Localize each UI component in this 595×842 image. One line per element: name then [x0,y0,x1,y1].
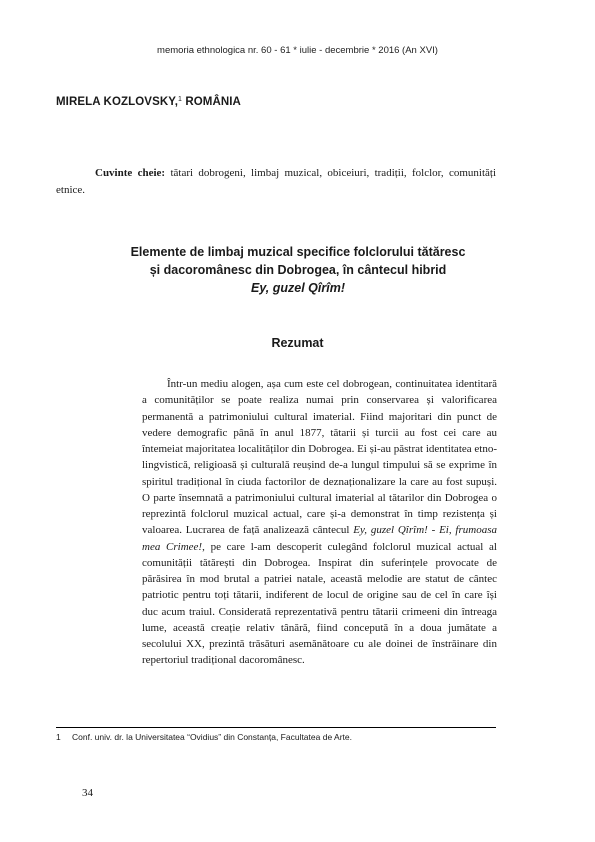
footnote-marker: 1 [56,732,61,742]
abstract-heading: Rezumat [271,336,324,350]
song-title: Ey, guzel Qîrîm! - Ei, frumoasa mea Crimee! [142,524,497,553]
author-country: ROMÂNIA [182,96,241,108]
footnote-text: Conf. univ. dr. la Universitatea “Ovidius” din Constanța, Facultatea de Arte. [72,732,353,742]
abstract-text [142,376,497,669]
article-title [56,243,540,297]
keywords-label: Cuvinte cheie: [95,167,166,179]
footnote [56,732,352,742]
author-line [56,96,241,108]
author-name: MIRELA KOZLOVSKY, [56,96,179,108]
keywords-text: tătari dobrogeni, limbaj muzical, obiceiuri, tradiții, folclor, comunități etnice. [56,167,497,196]
abstract-part-1: Într-un mediu alogen, așa cum este cel dobrogean, continuitatea identitară a comunităților se poate realiza numai prin conservarea și valorificarea permanentă a patrimoniului cultural imaterial. Fiind majoritari din punct de vedere demografic până în anul 1877, tătarii și turcii au fost cei care au întemeiat majoritatea localităților din Dobrogea. Ei și-au păstrat identitatea etno-lingvistică, religioasă și culturală reușind de-a lungul timpului să se exprime în spiritul tradițional în ciuda factorilor de deznaționalizare la care au fost supuși. O parte însemnată a patrimoniului cultural imaterial al tătarilor din Dobrogea o reprezintă folclorul muzical actual, care și-a demonstrat în timp rezistența și valoarea. Lucrarea de față analizează cântecul [142,378,497,537]
author-footnote-marker[interactable]: 1 [178,96,183,103]
title-line-1: Elemente de limbaj muzical specifice folclorului tătăresc [130,245,466,259]
keywords [56,165,496,199]
title-line-3: Ey, guzel Qîrîm! [250,281,345,295]
footnote-divider [56,727,496,728]
running-head: memoria ethnologica nr. 60 - 61 * iulie - decembrie * 2016 (An XVI) [157,45,438,56]
title-line-2: și dacoromânesc din Dobrogea, în cântecul hibrid [149,263,447,277]
page-number: 34 [82,787,93,799]
abstract-part-2: , pe care l-am descoperit culegând folclorul muzical actual al comunității tătărești din Dobrogea. Inspirat din suferințele provocate de părăsirea în mod brutal a patriei natale, această melodie are statut de cântec patriotic pentru toți tătarii, indiferent de locul de origine sau de cel în care își duc acum traiul. Considerată reprezentativă pentru tătarii crimeeni din întreaga lume, această creație relativ tânără, fiind concepută în a doua jumătate a secolului XX, prezintă trăsături asemănătoare cu ale doinei de înstrăinare din repertoriul tradițional dacoromânesc. [142,540,497,667]
